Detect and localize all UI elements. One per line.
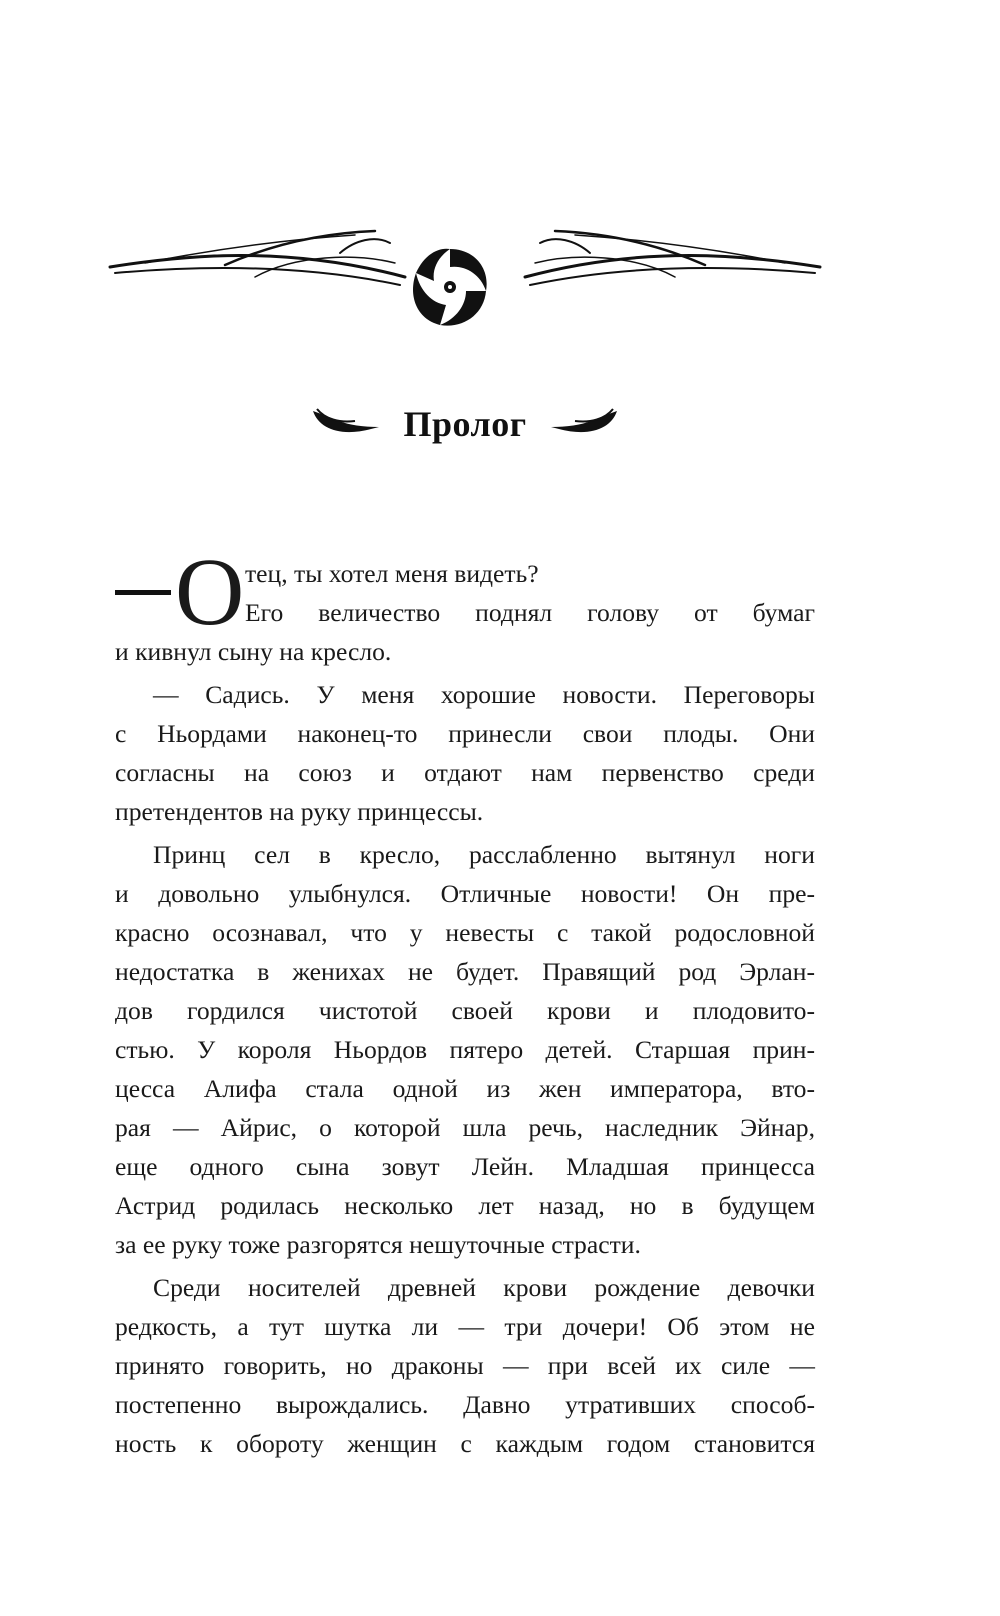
text-line: и довольно улыбнулся. Отличные новости! Он пре- — [115, 879, 815, 908]
text-line: Его величество поднял голову от бумаг — [245, 598, 815, 627]
text-line: Астрид родилась несколько лет назад, но в будущем — [115, 1191, 815, 1220]
text-line: красно осознавал, что у невесты с такой родословной — [115, 918, 815, 947]
text-line: постепенно вырождались. Давно утративших способ- — [115, 1390, 815, 1419]
text-line: и кивнул сыну на кресло. — [115, 637, 392, 666]
text-line: рая — Айрис, о которой шла речь, наследник Эйнар, — [115, 1113, 815, 1142]
text-line: цесса Алифа стала одной из жен императора, вто- — [115, 1074, 815, 1103]
text-line: — Садись. У меня хорошие новости. Переговоры — [153, 680, 815, 709]
text-line: недостатка в женихах не будет. Правящий род Эрлан- — [115, 957, 815, 986]
text-line: за ее руку тоже разгорятся нешуточные страсти. — [115, 1230, 641, 1259]
text-line: тец, ты хотел меня видеть? — [245, 559, 539, 588]
swirl-icon — [413, 249, 487, 326]
text-line: Среди носителей древней крови рождение девочки — [153, 1273, 815, 1302]
right-swoosh-icon — [549, 407, 619, 441]
text-line: редкость, а тут шутка ли — три дочери! Об этом не — [115, 1312, 815, 1341]
chapter-heading — [0, 392, 930, 456]
left-swoosh-icon — [311, 407, 381, 441]
drop-cap-dash — [115, 554, 175, 632]
text-line: согласны на союз и отдают нам первенство среди — [115, 758, 815, 787]
text-line: дов гордился чистотой своей крови и плодовито- — [115, 996, 815, 1025]
body-text — [115, 538, 815, 1463]
text-line: Принц сел в кресло, расслабленно вытянул ноги — [153, 840, 815, 869]
header-ornament — [105, 225, 825, 337]
text-line: еще одного сына зовут Лейн. Младшая принцесса — [115, 1152, 815, 1181]
text-line: принято говорить, но драконы — при всей их силе — — [115, 1351, 815, 1380]
text-line: претендентов на руку принцессы. — [115, 797, 484, 826]
chapter-title: Пролог — [403, 404, 527, 444]
text-line: ность к обороту женщин с каждым годом становится — [115, 1429, 815, 1458]
text-line: с Ньордами наконец-то принесли свои плоды. Они — [115, 719, 815, 748]
paragraph-lines — [115, 554, 815, 1463]
text-line: стью. У короля Ньордов пятеро детей. Старшая прин- — [115, 1035, 815, 1064]
drop-cap-letter: О — [175, 538, 245, 645]
